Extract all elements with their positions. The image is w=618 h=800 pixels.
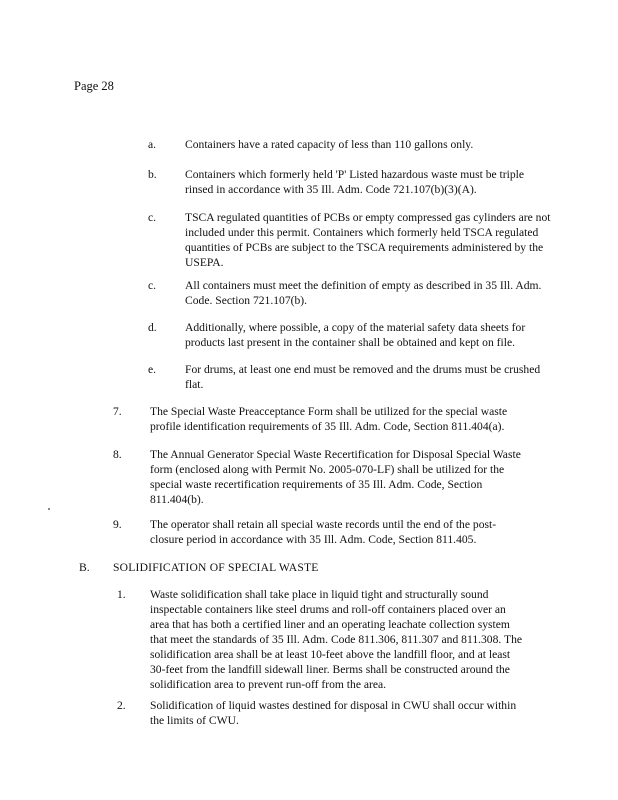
list-item-text: TSCA regulated quantities of PCBs or empty compressed gas cylinders are not included under this permit. Containers which formerly held TSCA regulated quantities of PCBs are subject to the TSCA requirements administered by the USEPA. — [185, 211, 551, 269]
list-item-letter: c. — [148, 279, 157, 292]
list-item-number: 1. — [117, 588, 126, 601]
list-item-text: Waste solidification shall take place in liquid tight and structurally sound inspectable containers like steel drums and roll-off containers placed over an area that has both a certified liner and an operating leachate collection system that meet the standards of 35 Ill. Adm. Code 811.306, 811.307 and 811.308. The solidification area shall be at least 10-feet above the landfill floor, and at least 30-feet from the landfill sidewall liner. Berms shall be constructed around the solidification area to prevent run-off from the area. — [150, 588, 523, 691]
section-letter: B. — [79, 561, 90, 574]
list-item-text: The Annual Generator Special Waste Recertification for Disposal Special Waste form (enclosed along with Permit No. 2005-070-LF) shall be utilized for the special waste recertification requirements of 35 Ill. Adm. Code, Section 811.404(b). — [150, 448, 521, 506]
list-item-letter: d. — [148, 321, 157, 334]
scan-speck — [48, 508, 50, 510]
list-item-text: The Special Waste Preacceptance Form shall be utilized for the special waste profile identification requirements of 35 Ill. Adm. Code, Section 811.404(a). — [150, 405, 508, 433]
list-item-text: The operator shall retain all special waste records until the end of the post-closure period in accordance with 35 Ill. Adm. Code, Section 811.405. — [150, 518, 497, 546]
list-item-text: Containers which formerly held 'P' Listed hazardous waste must be triple rinsed in accordance with 35 Ill. Adm. Code 721.107(b)(3)(A). — [185, 168, 525, 196]
list-item-letter: a. — [148, 138, 157, 151]
list-item-text: Additionally, where possible, a copy of the material safety data sheets for products last present in the container shall be obtained and kept on file. — [185, 321, 526, 349]
list-item-number: 7. — [113, 405, 122, 418]
list-item-letter: c. — [148, 211, 157, 224]
list-item-text: Solidification of liquid wastes destined for disposal in CWU shall occur within the limits of CWU. — [150, 699, 517, 727]
section-title: SOLIDIFICATION OF SPECIAL WASTE — [113, 561, 319, 574]
list-item-letter: e. — [148, 363, 157, 376]
list-item-letter: b. — [148, 168, 157, 181]
list-item-text: Containers have a rated capacity of less than 110 gallons only. — [185, 138, 474, 151]
list-item-number: 8. — [113, 448, 122, 461]
list-item-text: For drums, at least one end must be removed and the drums must be crushed flat. — [185, 363, 541, 391]
page-number-header: Page 28 — [74, 79, 114, 93]
list-item-number: 9. — [113, 518, 122, 531]
list-item-text: All containers must meet the definition of empty as described in 35 Ill. Adm. Code. Section 721.107(b). — [185, 279, 542, 307]
list-item-number: 2. — [117, 699, 126, 712]
